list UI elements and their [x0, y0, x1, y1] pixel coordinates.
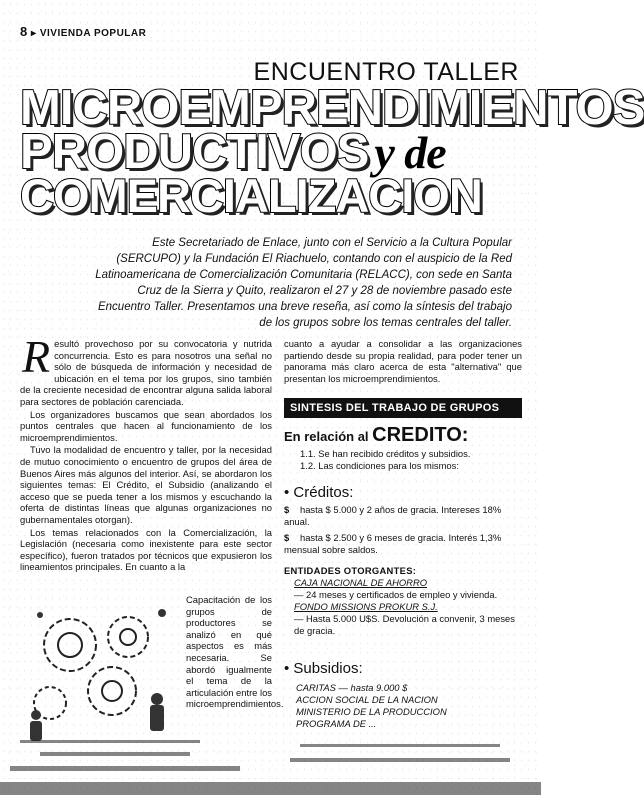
kicker: ENCUENTRO TALLER — [253, 58, 519, 86]
intro-line: Este Secretariado de Enlace, junto con el Servicio a la Cultura Popular — [152, 237, 512, 249]
subsidio-item: CARITAS — hasta 9.000 $ — [296, 682, 408, 693]
credit-item — [284, 532, 520, 556]
credit-list — [300, 448, 520, 472]
title-productivos: PRODUCTIVOS — [20, 125, 369, 179]
entity-text: — 24 meses y certificados de empleo y vivienda. — [294, 589, 498, 600]
entidades-block — [284, 565, 520, 637]
intro-line: Encuentro Taller. Presentamos una breve reseña, así como la síntesis del trabajo — [97, 301, 512, 313]
page-header — [20, 24, 146, 39]
section-bar: SINTESIS DEL TRABAJO DE GRUPOS — [284, 398, 522, 418]
credit-item — [284, 504, 520, 528]
paragraph-1 — [20, 331, 272, 408]
paragraph-2: Los organizadores buscamos que sean abordados los puntos centrales que hacen al funcionamiento de los microemprendimientos. — [20, 408, 272, 443]
creditos-heading: • Créditos: — [284, 484, 354, 501]
intro-paragraph — [66, 235, 512, 331]
section-label: VIVIENDA POPULAR — [39, 28, 147, 39]
credit-item-text: hasta $ 2.500 y 6 meses de gracia. Interés 1,3% mensual sobre saldos. — [284, 532, 502, 555]
dollar-icon: $ — [284, 532, 290, 543]
title-line-1: MICROEMPRENDIMIENTOS — [20, 81, 644, 135]
title-line-3: COMERCIALIZACION — [20, 169, 482, 222]
paragraph-4: Los temas relacionados con la Comercialización, la Legislación (necesaria como inexistente para este sector específico), fueron tratados por técnicos que expusieron los lineamientos principales. En cuanto a la — [20, 526, 272, 573]
entity-name: CAJA NACIONAL DE AHORRO — [294, 577, 428, 588]
gears-illustration — [20, 595, 180, 743]
left-column — [20, 331, 272, 574]
right-column-continuation — [284, 338, 522, 384]
entity-text: — Hasta 5.000 U$S. Devolución a convenir, 3 meses de gracia. — [294, 613, 515, 636]
arrow-icon: ▸ — [31, 28, 40, 39]
credito-subhead — [284, 424, 468, 447]
subhead-prefix: En relación al — [284, 429, 369, 444]
subsidio-item: PROGRAMA DE ... — [296, 718, 377, 729]
subsidio-item: ACCION SOCIAL DE LA NACION — [296, 694, 438, 705]
paragraph-3: Tuvo la modalidad de encuentro y taller, por la necesidad de mutuo conocimiento o encuentro de grupos del área de Buenos Aires más algunos del interior. Así, se abordaron los siguientes temas: El Crédito, el Subsidio (analizando el acceso que se pueda tener a los mismos y escuchando la oferta de distintas líneas que algunas organizaciones no gubernamentales otorgan). — [20, 444, 272, 525]
page-number: 8 — [20, 24, 28, 39]
scan-noise — [0, 730, 541, 795]
list-item: 1.2. Las condiciones para los mismos: — [300, 460, 459, 471]
title-connector: y de — [374, 127, 446, 178]
intro-line: Latinoamericana de Comercialización Comunitaria (RELACC), con sede en Santa — [95, 269, 512, 281]
intro-line: (SERCUPO) y la Fundación El Riachuelo, contando con el auspicio de la Red — [116, 253, 512, 265]
intro-line: Cruz de la Sierra y Quito, realizaron el 27 y 28 de noviembre pasado este — [137, 285, 512, 297]
credit-item-text: hasta $ 5.000 y 2 años de gracia. Intereses 18% anual. — [284, 504, 502, 527]
list-item: 1.1. Se han recibido créditos y subsidios. — [300, 448, 471, 459]
subsidios-list — [296, 682, 522, 730]
narrow-paragraph: Capacitación de los grupos de productores se analizó en qué aspectos es más necesaria. Se abordó igualmente el tema de la articulación entre los microemprendimientos. — [186, 594, 284, 710]
intro-line: de los grupos sobre los temas centrales del taller. — [259, 317, 512, 329]
entidades-heading: ENTIDADES OTORGANTES: — [284, 565, 417, 576]
continuation-text: cuanto a ayudar a consolidar a las organizaciones partiendo desde su propia realidad, para poder tener un panorama más claro acerca de esta "alternativa" que presentan los microemprendimientos. — [284, 338, 522, 384]
subhead-credito: CREDITO: — [372, 424, 469, 446]
entity-name: FONDO MISSIONS PROKUR S.J. — [294, 601, 438, 612]
subsidios-heading: • Subsidios: — [284, 660, 363, 677]
paragraph-1-text: esultó provechoso por su convocatoria y nutrida concurrencia. Esto es para nosotros una señal no sólo de búsqueda de información y necesidad de ubicación en el tema por los grupos, sino también de la creciente necesidad de encontrar alguna salida laboral para sectores de población carenciada. — [20, 338, 272, 407]
drop-cap: R — [22, 331, 51, 382]
subsidio-item: MINISTERIO DE LA PRODUCCION — [296, 706, 447, 717]
dollar-icon: $ — [284, 504, 290, 515]
